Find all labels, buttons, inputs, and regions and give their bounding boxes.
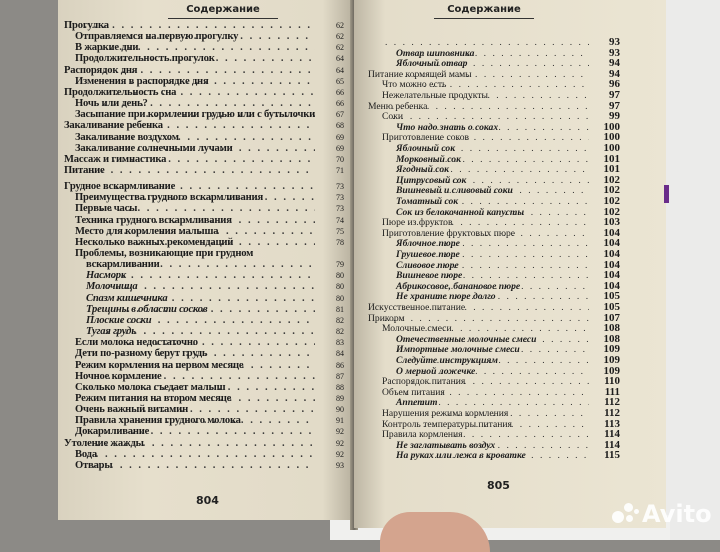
entry-title: Несколько важных рекомендаций xyxy=(75,236,234,248)
toc-entry xyxy=(64,404,344,415)
toc-entry xyxy=(64,120,344,131)
entry-page-number: 92 xyxy=(336,438,344,448)
entry-page-number: 101 xyxy=(603,152,620,165)
entry-title: Распорядок дня xyxy=(64,64,138,76)
entry-title: Правила хранения грудного молока xyxy=(75,415,241,427)
entry-page-number: 80 xyxy=(336,271,344,281)
entry-title: Соки xyxy=(382,111,403,123)
entry-title: Распорядок питания xyxy=(382,376,466,388)
toc-entry xyxy=(64,337,344,348)
entry-page-number: 104 xyxy=(603,269,620,282)
entry-title: Место для кормления малыша xyxy=(75,225,219,237)
dot-leader xyxy=(92,460,315,471)
entry-page-number: 62 xyxy=(336,21,344,30)
entry-title: Техника грудного вскармливания xyxy=(75,214,232,226)
dot-leader xyxy=(107,281,315,292)
entry-title: Дети по-разному берут грудь xyxy=(75,348,208,360)
entry-page-number: 112 xyxy=(604,396,620,409)
entry-title: Отечественные молочные смеси xyxy=(396,333,537,345)
entry-page-number: 62 xyxy=(336,32,344,42)
entry-page-number: 96 xyxy=(609,78,620,91)
right-page xyxy=(354,0,666,528)
dot-leader xyxy=(83,165,315,176)
toc-entry xyxy=(64,53,344,64)
entry-page-number: 82 xyxy=(336,327,344,337)
entry-page-number: 64 xyxy=(336,54,344,64)
entry-page-number: 100 xyxy=(603,142,620,154)
dot-leader xyxy=(111,315,315,326)
entry-title: Насморк xyxy=(86,270,127,282)
entry-title: Нежелательные продукты xyxy=(382,90,488,101)
entry-title: Морковный сок xyxy=(396,153,461,165)
entry-title: Плоские соски xyxy=(86,314,152,326)
entry-page-number: 114 xyxy=(604,428,620,441)
entry-page-number: 73 xyxy=(336,193,344,203)
toc-entry xyxy=(64,460,344,471)
entry-title: О мерной ложечке xyxy=(396,365,476,377)
entry-page-number: 104 xyxy=(603,237,620,250)
entry-page-number: 69 xyxy=(336,132,344,142)
entry-page-number: 102 xyxy=(603,195,620,207)
entry-title: Засыпание при кормлении грудью или с бутылочки xyxy=(75,109,316,121)
entry-page-number: 100 xyxy=(603,131,620,144)
entry-title: Ночь или день? xyxy=(75,98,148,110)
entry-page-number: 78 xyxy=(336,237,344,247)
dot-leader xyxy=(124,226,315,237)
entry-title: Изменения в распорядке дня xyxy=(75,75,209,87)
toc-entry xyxy=(64,203,344,214)
entry-page-number: 102 xyxy=(603,173,620,186)
entry-title: Аппетит xyxy=(396,397,438,409)
dot-leader xyxy=(116,293,315,304)
entry-page-number: 111 xyxy=(604,385,620,398)
dot-leader xyxy=(116,404,315,415)
toc-entry xyxy=(64,20,344,31)
dot-leader xyxy=(127,143,315,154)
entry-page-number: 91 xyxy=(336,416,344,426)
toc-entry xyxy=(64,237,344,248)
dot-leader xyxy=(123,53,315,64)
entry-title: Сливовое пюре xyxy=(396,259,459,271)
toc-entry xyxy=(64,360,344,371)
entry-page-number: 84 xyxy=(336,349,344,359)
toc-entry xyxy=(64,449,344,460)
entry-title: Меню ребенка xyxy=(368,100,428,112)
entry-page-number: 103 xyxy=(603,216,620,229)
page-number: 805 xyxy=(487,479,510,492)
entry-page-number: 83 xyxy=(336,338,344,348)
entry-page-number: 68 xyxy=(336,121,344,131)
dot-leader xyxy=(114,259,315,270)
toc-entry xyxy=(64,87,344,98)
entry-title: Очень важный витамин xyxy=(75,404,188,416)
entry-page-number: 94 xyxy=(609,67,620,80)
entry-page-number: 82 xyxy=(336,315,344,325)
dot-leader xyxy=(121,76,315,87)
entry-page-number: 104 xyxy=(603,248,620,260)
entry-title: Молочные смеси xyxy=(382,323,452,335)
dot-leader xyxy=(108,371,315,382)
dot-leader xyxy=(130,360,315,371)
entry-title: Трещины в области сосков xyxy=(86,303,208,315)
entry-title: Не заглатывать воздух xyxy=(396,439,496,451)
entry-title: Что можно есть xyxy=(382,79,447,91)
entry-title: Объем питания xyxy=(382,386,445,398)
entry-page-number: 104 xyxy=(603,226,620,239)
toc-entry xyxy=(64,143,344,154)
entry-title: Нарушения режима кормления xyxy=(382,408,509,419)
entry-title: Массаж и гимнастика xyxy=(64,153,167,165)
dot-leader xyxy=(103,270,315,281)
entry-title: В жаркие дни xyxy=(75,42,139,54)
entry-page-number: 102 xyxy=(603,205,620,218)
entry-page-number: 107 xyxy=(603,311,620,324)
entry-page-number: 104 xyxy=(603,258,620,271)
dot-leader xyxy=(135,192,315,203)
toc-entry xyxy=(64,192,344,203)
entry-page-number: 66 xyxy=(336,99,344,109)
dot-leader xyxy=(126,382,315,393)
entry-title: Преимущества грудного вскармливания xyxy=(75,192,263,204)
entry-title: Если молока недостаточно xyxy=(75,337,198,349)
dot-leader xyxy=(127,215,315,226)
entry-page-number: 62 xyxy=(336,43,344,53)
entry-title: вскармливании xyxy=(86,259,160,271)
entry-page-number: 112 xyxy=(604,407,620,419)
toc-entry xyxy=(64,226,344,237)
entry-page-number: 113 xyxy=(604,417,620,430)
entry-page-number: 79 xyxy=(336,260,344,270)
dot-leader xyxy=(106,326,315,337)
entry-title: Первые часы xyxy=(75,203,138,215)
entry-title: Тугая грудь xyxy=(86,326,136,338)
entry-page-number: 108 xyxy=(603,322,620,335)
entry-title: Следуйте инструкциям xyxy=(396,355,498,366)
entry-page-number: 70 xyxy=(336,154,344,164)
dot-leader xyxy=(127,393,315,404)
entry-title: Искусственное питание xyxy=(368,302,466,313)
entry-title: Сколько молока съедает малыш xyxy=(75,381,226,393)
toc-entry xyxy=(64,393,344,404)
entry-page-number: 100 xyxy=(603,120,620,133)
dot-leader xyxy=(103,154,315,165)
toc-entry xyxy=(64,326,344,337)
dot-leader xyxy=(127,304,315,315)
entry-page-number: 80 xyxy=(336,282,344,292)
entry-title: Пюре из фруктов xyxy=(382,217,453,229)
entry-page-number: 99 xyxy=(609,110,620,123)
entry-title: Режим питания на втором месяце xyxy=(75,392,232,404)
entry-page-number: 93 xyxy=(336,460,344,470)
entry-page-number: 71 xyxy=(336,165,344,175)
entry-title: Контроль температуры питания xyxy=(382,418,512,430)
entry-page-number: 109 xyxy=(603,343,620,356)
dot-leader xyxy=(102,120,315,131)
entry-page-number: 73 xyxy=(336,204,344,214)
entry-page-number: 105 xyxy=(603,290,620,303)
dot-leader xyxy=(84,20,315,31)
entry-page-number: 97 xyxy=(609,89,620,101)
dot-leader xyxy=(106,87,315,98)
entry-title: Томатный сок xyxy=(396,196,459,207)
dot-leader xyxy=(104,98,315,109)
entry-page-number: 108 xyxy=(603,332,620,345)
watermark-text: Avito xyxy=(642,500,712,528)
entry-page-number: 67 xyxy=(336,110,344,120)
entry-title: Прикорм xyxy=(368,312,405,324)
dot-leader xyxy=(106,181,315,192)
toc-entry xyxy=(64,259,344,270)
dot-leader xyxy=(129,415,315,426)
toc-entry xyxy=(64,181,344,192)
entry-page-number: 86 xyxy=(336,360,344,370)
dot-leader xyxy=(434,450,589,461)
entry-title: Проблемы, возникающие при грудном xyxy=(75,248,254,259)
running-header: Содержание xyxy=(168,4,278,19)
toc-entry xyxy=(64,438,344,449)
entry-page-number: 92 xyxy=(336,427,344,437)
entry-title: Вишневый и сливовый соки xyxy=(396,185,513,197)
entry-title: Приготовление соков xyxy=(382,132,470,144)
entry-title: Режим кормления на первом месяце xyxy=(75,359,244,371)
toc-entry xyxy=(64,415,344,426)
toc-entry xyxy=(64,109,344,120)
entry-page-number: 80 xyxy=(336,293,344,303)
entry-title: Цитрусовый сок xyxy=(396,174,467,186)
toc-entry xyxy=(64,248,344,259)
entry-page-number: 81 xyxy=(336,304,344,314)
entry-page-number: 94 xyxy=(609,57,620,70)
entry-title: На руках или лежа в кроватке xyxy=(396,450,526,462)
dot-leader xyxy=(113,132,315,143)
entry-title: Закаливание солнечными лучами xyxy=(75,142,233,154)
entry-page-number: 109 xyxy=(603,354,620,366)
entry-title: Прогулка xyxy=(64,20,109,31)
entry-title: Сок из белокочанной капусты xyxy=(396,206,524,218)
entry-title: Грудное вскармливание xyxy=(64,181,176,193)
entry-page-number: 87 xyxy=(336,371,344,381)
entry-title: Яблочный сок xyxy=(396,143,456,154)
entry-title: Докармливание xyxy=(75,426,150,438)
entry-page-number: 66 xyxy=(336,87,344,97)
entry-page-number: 89 xyxy=(336,393,344,403)
toc-entry xyxy=(64,348,344,359)
toc-entry xyxy=(64,382,344,393)
entry-page-number: 105 xyxy=(603,301,620,313)
dot-leader xyxy=(100,203,315,214)
toc-entry xyxy=(64,65,344,76)
entry-title: Питание кормящей мамы xyxy=(368,68,472,80)
entry-page-number: 114 xyxy=(604,438,620,451)
dot-leader xyxy=(118,337,315,348)
entry-page-number: 69 xyxy=(336,143,344,153)
entry-title: Молочница xyxy=(86,281,138,293)
toc-entry xyxy=(64,165,344,176)
entry-page-number: 75 xyxy=(336,226,344,236)
toc-entry xyxy=(64,270,344,281)
entry-title: Ягодный сок xyxy=(396,164,449,176)
entry-title: Закаливание ребенка xyxy=(64,120,163,132)
entry-page-number: 110 xyxy=(604,375,620,388)
entry-title: Вода xyxy=(75,448,97,460)
toc-entry xyxy=(64,315,344,326)
toc-entry xyxy=(64,281,344,292)
entry-page-number: 88 xyxy=(336,382,344,392)
entry-title: Закаливание воздухом xyxy=(75,131,179,143)
dot-leader xyxy=(129,31,315,42)
entry-title: Утоление жажды xyxy=(64,437,144,449)
entry-title: Приготовление фруктовых пюре xyxy=(382,227,516,239)
entry-page-number: 97 xyxy=(609,99,620,112)
bookmark-ribbon xyxy=(664,185,669,203)
dot-leader xyxy=(96,438,315,449)
entry-title: Правила кормления xyxy=(382,429,463,441)
dot-leader xyxy=(121,348,315,359)
toc-entry xyxy=(64,293,344,304)
entry-title: Продолжительность сна xyxy=(64,86,177,98)
entry-title: Грушевое пюре xyxy=(396,249,460,260)
entry-page-number: 93 xyxy=(609,36,620,48)
toc-entry xyxy=(64,154,344,165)
dot-leader xyxy=(104,426,315,437)
entry-title: Отвар шиповника xyxy=(396,47,475,59)
toc-entry xyxy=(64,304,344,315)
toc-entry xyxy=(64,371,344,382)
entry-title: Яблочное пюре xyxy=(396,238,460,250)
entry-title: Продолжительность прогулок xyxy=(75,53,215,65)
left-page xyxy=(58,0,352,520)
entry-title: Вишневое пюре xyxy=(396,270,463,282)
dot-leader xyxy=(86,449,315,460)
entry-page-number: 93 xyxy=(609,46,620,59)
entry-page-number: 102 xyxy=(603,184,620,197)
entry-page-number: 109 xyxy=(603,364,620,377)
dot-leader xyxy=(94,65,315,76)
entry-title: Отправляемся на первую прогулку xyxy=(75,31,239,43)
entry-title: Ночное кормление xyxy=(75,370,162,382)
entry-page-number: 104 xyxy=(603,279,620,292)
entry-page-number: 101 xyxy=(603,163,620,176)
entry-page-number: 73 xyxy=(336,182,344,192)
dot-leader xyxy=(101,42,315,53)
entry-title: Импортные молочные смеси xyxy=(396,344,520,356)
dot-leader xyxy=(146,109,315,120)
avito-dots-icon xyxy=(612,503,638,525)
watermark-logo xyxy=(612,500,712,528)
entry-title: Абрикосовое, банановое пюре xyxy=(396,280,521,292)
entry-title: Отвары xyxy=(75,459,113,471)
toc-entry xyxy=(64,98,344,109)
entry-page-number: 74 xyxy=(336,215,344,225)
toc-entry xyxy=(368,449,620,461)
entry-page-number: 92 xyxy=(336,449,344,459)
entry-title: Яблочный отвар xyxy=(396,58,468,70)
entry-page-number: 90 xyxy=(336,405,344,415)
entry-title: Не храните пюре долго xyxy=(396,291,496,303)
entry-page-number: 64 xyxy=(336,65,344,75)
page-number: 804 xyxy=(196,494,219,507)
toc-entry xyxy=(64,426,344,437)
toc-entry xyxy=(64,132,344,143)
toc-entry xyxy=(64,31,344,42)
entry-page-number: 65 xyxy=(336,76,344,86)
entry-title: Спазм кишечника xyxy=(86,292,168,304)
toc-entry xyxy=(64,42,344,53)
entry-page-number: 115 xyxy=(604,449,620,462)
entry-title: Питание xyxy=(64,164,105,176)
toc-entry xyxy=(64,215,344,226)
toc-entry xyxy=(64,76,344,87)
entry-title: Что надо знать о соках xyxy=(396,121,499,133)
dot-leader xyxy=(127,237,315,248)
running-header: Содержание xyxy=(434,4,534,19)
